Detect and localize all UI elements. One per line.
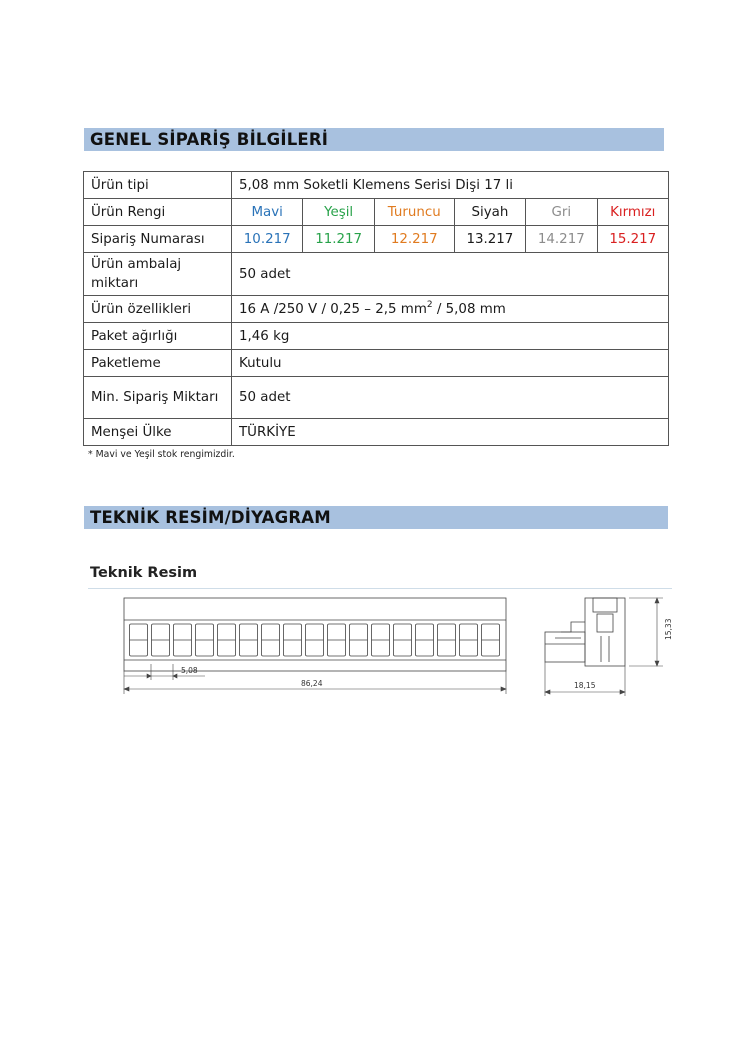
features-label: Ürün özellikleri	[84, 296, 232, 323]
min-order-value: 50 adet	[232, 377, 669, 419]
color-name-yesil: Yeşil	[303, 199, 374, 226]
packing-label: Paketleme	[84, 350, 232, 377]
technical-drawing-header: TEKNİK RESİM/DİYAGRAM	[84, 506, 668, 529]
table-row	[84, 419, 669, 446]
order-number-turuncu: 12.217	[374, 226, 454, 253]
table-row	[84, 296, 669, 323]
table-row	[84, 350, 669, 377]
order-number-siyah: 13.217	[454, 226, 525, 253]
color-name-turuncu: Turuncu	[374, 199, 454, 226]
subtitle-divider	[88, 588, 672, 589]
order-number-label: Sipariş Numarası	[84, 226, 232, 253]
origin-value: TÜRKİYE	[232, 419, 669, 446]
front-view	[124, 598, 506, 671]
order-number-gri: 14.217	[526, 226, 597, 253]
side-screw-housing	[597, 614, 613, 632]
terminal-slots	[130, 624, 500, 656]
pitch-dimension-label: 5,08	[181, 666, 198, 675]
height-dimension-label: 15,33	[664, 618, 673, 640]
order-number-kirmizi: 15.217	[597, 226, 668, 253]
table-row	[84, 226, 669, 253]
color-label: Ürün Rengi	[84, 199, 232, 226]
stock-color-footnote: * Mavi ve Yeşil stok rengimizdir.	[88, 449, 235, 460]
color-name-kirmizi: Kırmızı	[597, 199, 668, 226]
table-row	[84, 377, 669, 419]
weight-label: Paket ağırlığı	[84, 323, 232, 350]
packaging-qty-label: Ürün ambalaj miktarı	[84, 253, 232, 296]
side-dimension-lines	[545, 598, 663, 696]
side-plug	[545, 632, 585, 662]
general-info-header: GENEL SİPARİŞ BİLGİLERİ	[84, 128, 664, 151]
product-type-value: 5,08 mm Soketli Klemens Serisi Dişi 17 li	[232, 172, 669, 199]
min-order-label: Min. Sipariş Miktarı	[84, 377, 232, 419]
color-name-mavi: Mavi	[232, 199, 303, 226]
table-row	[84, 199, 669, 226]
side-latch	[561, 622, 585, 632]
side-top-block	[593, 598, 617, 612]
features-value: 16 A /250 V / 0,25 – 2,5 $mm^2 / 5,08$ mm	[232, 296, 669, 323]
weight-value: 1,46 kg	[232, 323, 669, 350]
technical-drawing	[115, 592, 675, 704]
depth-dimension-label: 18,15	[574, 681, 596, 690]
product-type-label: Ürün tipi	[84, 172, 232, 199]
side-view	[545, 598, 625, 666]
origin-label: Menşei Ülke	[84, 419, 232, 446]
order-info-table	[83, 171, 669, 446]
length-dimension-label: 86,24	[301, 679, 323, 688]
color-name-gri: Gri	[526, 199, 597, 226]
table-row	[84, 323, 669, 350]
technical-drawing-subtitle: Teknik Resim	[90, 565, 198, 581]
packing-value: Kutulu	[232, 350, 669, 377]
order-number-mavi: 10.217	[232, 226, 303, 253]
table-row	[84, 253, 669, 296]
color-name-siyah: Siyah	[454, 199, 525, 226]
order-number-yesil: 11.217	[303, 226, 374, 253]
packaging-qty-value: 50 adet	[232, 253, 669, 296]
table-row	[84, 172, 669, 199]
